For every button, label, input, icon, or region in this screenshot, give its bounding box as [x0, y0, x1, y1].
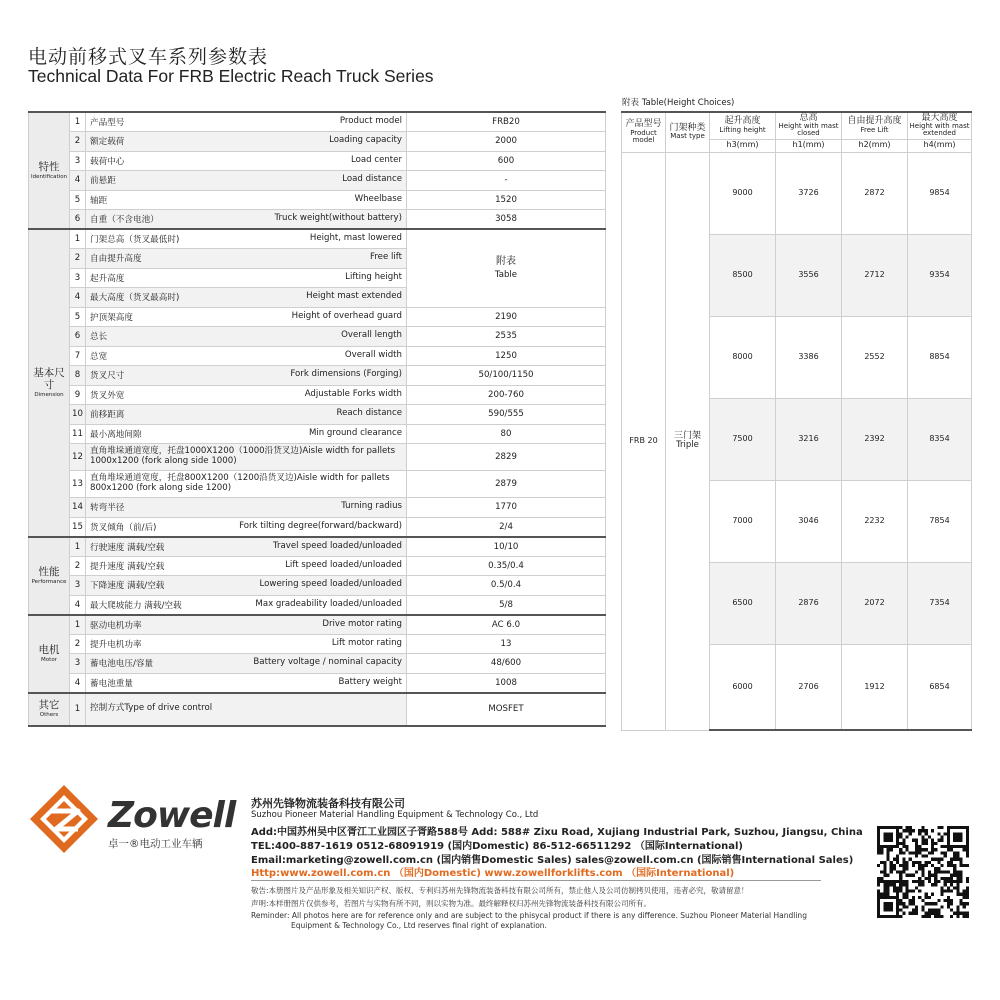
spec-label-en: Wheelbase	[354, 193, 402, 204]
spec-label-en: Fork tilting degree(forward/backward)	[239, 520, 402, 531]
spec-row-number: 3	[70, 654, 86, 674]
spec-label-en: Battery voltage / nominal capacity	[253, 657, 402, 668]
height-value-cell: 7354	[908, 562, 972, 644]
spec-row-number: 12	[70, 444, 86, 471]
spec-label-en: Lowering speed loaded/unloaded	[259, 579, 402, 590]
spec-row-label	[86, 615, 407, 635]
spec-label-cn: 载荷中心	[90, 156, 125, 167]
spec-label-en: Turning radius	[341, 501, 402, 512]
spec-row-label	[86, 112, 407, 132]
height-header-cell	[710, 112, 776, 139]
spec-label-en: Free lift	[370, 252, 402, 263]
spec-label-cn: 最大爬坡能力 满载/空载	[90, 600, 182, 611]
spec-row-value: 600	[407, 151, 606, 171]
spec-label-cn: 最小离地间隙	[90, 429, 142, 440]
spec-label-cn: 货叉尺寸	[90, 371, 125, 382]
spec-group-label-cn: 其它	[38, 699, 60, 712]
spec-row	[29, 366, 606, 386]
height-header-en: Lifting height	[719, 125, 766, 134]
spec-group-others	[29, 693, 70, 726]
spec-group-label-cn: 电机	[38, 643, 60, 656]
spec-row-value: 1770	[407, 498, 606, 518]
height-header-en: Product model	[630, 128, 657, 144]
reminder-line-2: Equipment & Technology Co., Ltd reserves final right of explanation.	[291, 921, 547, 930]
spec-row-number: 9	[70, 385, 86, 405]
height-choices-table	[621, 111, 972, 731]
spec-row-label	[86, 327, 407, 347]
spec-row-label	[86, 346, 407, 366]
height-header-cell	[842, 112, 908, 139]
spec-row-label	[86, 471, 407, 498]
spec-row-label	[86, 424, 407, 444]
spec-label-en: Travel speed loaded/unloaded	[273, 540, 402, 551]
spec-row-label	[86, 132, 407, 152]
spec-row-value: 2/4	[407, 517, 606, 537]
spec-row-number: 7	[70, 346, 86, 366]
spec-row-label	[86, 595, 407, 615]
height-value-cell: 2712	[842, 234, 908, 316]
height-value-cell: 2552	[842, 316, 908, 398]
spec-row-number: 2	[70, 132, 86, 152]
spec-row	[29, 634, 606, 654]
height-value-cell: 6854	[908, 644, 972, 730]
spec-row-number: 5	[70, 307, 86, 327]
spec-row-label	[86, 576, 407, 596]
spec-row	[29, 405, 606, 425]
spec-label-en: Product model	[339, 116, 402, 126]
spec-row-label	[86, 366, 407, 386]
spec-row-label	[86, 693, 407, 726]
height-value-cell: 8854	[908, 316, 972, 398]
spec-row-number: 11	[70, 424, 86, 444]
spec-row	[29, 112, 606, 132]
spec-row-number: 2	[70, 634, 86, 654]
height-unit-cell: h3(mm)	[710, 139, 776, 152]
height-header-en: Height with mast closed	[778, 122, 839, 138]
spec-label-cn: 门架总高（货叉最低时)	[90, 235, 180, 245]
table-ref-cn: 附表	[496, 256, 516, 268]
height-value-cell: 8500	[710, 234, 776, 316]
height-unit-cell: h2(mm)	[842, 139, 908, 152]
spec-label-en: Adjustable Forks width	[304, 388, 402, 399]
height-header-cn: 起升高度	[724, 116, 761, 127]
spec-row-number: 3	[70, 576, 86, 596]
spec-row-label	[86, 171, 407, 191]
spec-row-number: 2	[70, 249, 86, 269]
height-unit-cell: h4(mm)	[908, 139, 972, 152]
spec-label-cn: 控制方式	[90, 703, 125, 714]
company-website[interactable]: Http:www.zowell.com.cn （国内Domestic) www.zowellforklifts.com （国际International)	[251, 868, 735, 879]
height-value-cell: 2072	[842, 562, 908, 644]
spec-label-cn: 行驶速度 满载/空载	[90, 542, 165, 553]
height-header-cell	[776, 112, 842, 139]
spec-row-number: 10	[70, 405, 86, 425]
spec-row-label	[86, 151, 407, 171]
spec-row-number: 1	[70, 693, 86, 726]
height-value-cell: 9000	[710, 152, 776, 234]
spec-row-value: AC 6.0	[407, 615, 606, 635]
spec-label-en: Lifting height	[345, 271, 402, 282]
spec-row-value: 2879	[407, 471, 606, 498]
spec-row-label	[86, 537, 407, 557]
spec-row	[29, 346, 606, 366]
spec-label-cn: 总长	[90, 332, 108, 343]
reminder-line-1: Reminder: All photos here are for reference only and are subject to the phisycal product if there is any difference. Suzhou Pioneer Material Handling	[251, 911, 807, 920]
spec-row-value: 80	[407, 424, 606, 444]
spec-row-number: 1	[70, 229, 86, 249]
spec-label-cn: 护顶架高度	[90, 312, 133, 323]
spec-label-en: Aisle width for pallets 800x1200 (fork along side 1200)	[90, 473, 390, 493]
spec-row-value: 1520	[407, 190, 606, 210]
height-value-cell: 3556	[776, 234, 842, 316]
height-value-cell: 6500	[710, 562, 776, 644]
height-value-cell: 7000	[710, 480, 776, 562]
spec-label-en: Max gradeability loaded/unloaded	[255, 598, 402, 609]
spec-row-value: 10/10	[407, 537, 606, 557]
spec-row-label	[86, 229, 407, 249]
height-header-cell	[908, 112, 972, 139]
spec-row-label	[86, 673, 407, 693]
spec-row-value: 2535	[407, 327, 606, 347]
spec-label-en: Overall width	[344, 349, 402, 360]
height-header-cell	[622, 112, 666, 152]
spec-row-number: 2	[70, 556, 86, 576]
spec-label-cn: 自重（不含电池）	[90, 215, 159, 225]
spec-row-label	[86, 654, 407, 674]
spec-group-label-en: Identification	[31, 173, 68, 180]
spec-row	[29, 471, 606, 498]
spec-row	[29, 595, 606, 615]
spec-label-en: Load distance	[342, 174, 402, 185]
spec-row-number: 4	[70, 288, 86, 308]
spec-label-en: Min ground clearance	[308, 427, 402, 438]
spec-label-cn: 提升电机功率	[90, 639, 142, 650]
spec-row-number: 6	[70, 327, 86, 347]
spec-label-cn: 前悬距	[90, 176, 116, 187]
spec-row-value: 50/100/1150	[407, 366, 606, 386]
spec-row	[29, 498, 606, 518]
spec-group-perf	[29, 537, 70, 615]
brand-name: Zowell	[108, 795, 236, 836]
footer-divider	[251, 880, 821, 881]
spec-row-value: 2000	[407, 132, 606, 152]
height-model-cell: FRB 20	[622, 152, 666, 730]
spec-label-cn: 驱动电机功率	[90, 620, 142, 631]
mast-type-en: Triple	[676, 440, 699, 451]
height-value-cell: 1912	[842, 644, 908, 730]
notice-disclaimer: 声明:本样册图片仅供参考，若图片与实物有所不同，则以实物为准。最终解释权归苏州先锋物流装备科技有限公司所有。	[251, 899, 652, 908]
height-unit-cell: h1(mm)	[776, 139, 842, 152]
spec-label-cn: 货叉倾角（前/后)	[90, 522, 157, 533]
height-value-cell: 7500	[710, 398, 776, 480]
spec-label-cn: 直角堆垛通道宽度，托盘1000X1200（1000沿货叉边)	[90, 446, 303, 457]
spec-row-number: 13	[70, 471, 86, 498]
spec-label-cn: 蓄电池电压/容量	[90, 659, 154, 670]
height-data-row	[622, 152, 972, 234]
height-header-en: Mast type	[670, 132, 705, 141]
spec-label-en: Height, mast lowered	[309, 233, 402, 243]
spec-table-reference	[407, 229, 606, 307]
mast-type-cn: 三门架	[673, 430, 701, 441]
spec-label-cn: 自由提升高度	[90, 254, 142, 265]
spec-row-value: FRB20	[407, 112, 606, 132]
spec-label-cn: 轴距	[90, 195, 108, 206]
spec-label-cn: 直角堆垛通道宽度，托盘800X1200（1200沿货叉边)	[90, 473, 297, 484]
spec-label-cn: 下降速度 满载/空载	[90, 581, 165, 592]
height-value-cell: 9354	[908, 234, 972, 316]
spec-row-label	[86, 307, 407, 327]
spec-row-value: 48/600	[407, 654, 606, 674]
spec-row-number: 4	[70, 595, 86, 615]
page-title-en: Technical Data For FRB Electric Reach Truck Series	[28, 66, 434, 86]
spec-label-en: Height of overhead guard	[291, 310, 402, 321]
spec-group-label-en: Motor	[41, 656, 57, 663]
spec-row-value: 1250	[407, 346, 606, 366]
spec-label-en: Battery weight	[338, 676, 402, 687]
spec-label-en: Truck weight(without battery)	[274, 213, 402, 223]
spec-row-value: 13	[407, 634, 606, 654]
spec-row-label	[86, 634, 407, 654]
spec-label-cn: 货叉外宽	[90, 390, 125, 401]
spec-label-cn: 总宽	[90, 351, 108, 362]
spec-row-value: -	[407, 171, 606, 191]
spec-row-label	[86, 249, 407, 269]
spec-row	[29, 615, 606, 635]
spec-group-label-en: Others	[39, 712, 59, 718]
spec-label-en: Drive motor rating	[322, 618, 402, 629]
page-title-cn: 电动前移式叉车系列参数表	[28, 46, 269, 68]
spec-row	[29, 444, 606, 471]
notice-copyright: 敬告:本册图片及产品形象及相关知识产权、版权、专利归苏州先锋物流装备科技有限公司所有，禁止他人及公司仿制拷贝使用，违者必究，敬请留意！	[251, 886, 749, 895]
spec-row	[29, 151, 606, 171]
height-value-cell: 8354	[908, 398, 972, 480]
spec-row-number: 1	[70, 615, 86, 635]
spec-row-value: 2190	[407, 307, 606, 327]
spec-row-number: 4	[70, 673, 86, 693]
height-header-cn: 自由提升高度	[847, 116, 902, 127]
spec-label-cn: 转弯半径	[90, 503, 125, 514]
spec-row-number: 3	[70, 151, 86, 171]
spec-row-label	[86, 288, 407, 308]
spec-group-dim	[29, 229, 70, 537]
spec-row	[29, 673, 606, 693]
height-value-cell: 2392	[842, 398, 908, 480]
spec-row-number: 6	[70, 210, 86, 230]
spec-group-ident	[29, 112, 70, 229]
height-header-cn: 总高	[799, 112, 818, 123]
spec-row-number: 15	[70, 517, 86, 537]
spec-label-cn: 蓄电池重量	[90, 678, 133, 689]
spec-row-value: 0.5/0.4	[407, 576, 606, 596]
spec-row	[29, 576, 606, 596]
spec-row-number: 3	[70, 268, 86, 288]
spec-row-number: 5	[70, 190, 86, 210]
height-value-cell: 3726	[776, 152, 842, 234]
spec-row-value: MOSFET	[407, 693, 606, 726]
spec-row-label	[86, 498, 407, 518]
spec-row-label	[86, 190, 407, 210]
table-ref-en: Table	[494, 270, 518, 281]
spec-row-value: 2829	[407, 444, 606, 471]
spec-row-value: 1008	[407, 673, 606, 693]
height-value-cell: 2706	[776, 644, 842, 730]
spec-group-label-en: Dimension	[34, 392, 64, 399]
spec-row-label	[86, 444, 407, 471]
height-value-cell: 3046	[776, 480, 842, 562]
spec-label-en: Lift speed loaded/unloaded	[285, 559, 402, 570]
height-value-cell: 8000	[710, 316, 776, 398]
spec-row	[29, 556, 606, 576]
company-name-cn: 苏州先锋物流装备科技有限公司	[251, 797, 405, 810]
spec-label-en: Loading capacity	[329, 135, 402, 146]
height-value-cell: 2876	[776, 562, 842, 644]
spec-label-cn: 前移距离	[90, 410, 125, 421]
spec-row-value: 5/8	[407, 595, 606, 615]
spec-row	[29, 229, 606, 249]
height-header-cell	[666, 112, 710, 152]
height-value-cell: 7854	[908, 480, 972, 562]
spec-row-number: 8	[70, 366, 86, 386]
spec-group-label-cn: 基本尺寸	[33, 366, 65, 392]
spec-label-en: Reach distance	[336, 408, 402, 419]
spec-table	[28, 111, 606, 727]
spec-label-en: Overall length	[341, 330, 402, 341]
spec-row-number: 14	[70, 498, 86, 518]
height-value-cell: 2232	[842, 480, 908, 562]
spec-row	[29, 537, 606, 557]
spec-row-label	[86, 556, 407, 576]
height-value-cell: 3386	[776, 316, 842, 398]
spec-row	[29, 693, 606, 726]
spec-group-motor	[29, 615, 70, 693]
spec-row	[29, 327, 606, 347]
spec-row-label	[86, 385, 407, 405]
spec-row	[29, 171, 606, 191]
spec-row	[29, 190, 606, 210]
height-mast-cell	[666, 152, 710, 730]
spec-label-cn: 提升速度 满载/空载	[90, 561, 165, 572]
spec-row	[29, 132, 606, 152]
spec-row-number: 1	[70, 537, 86, 557]
spec-label-en: Load center	[351, 154, 402, 165]
spec-row-value: 3058	[407, 210, 606, 230]
company-name-en: Suzhou Pioneer Material Handling Equipment & Technology Co., Ltd	[251, 810, 539, 820]
spec-label-cn: 起升高度	[90, 273, 125, 284]
spec-row-value: 590/555	[407, 405, 606, 425]
spec-row-label	[86, 517, 407, 537]
zowell-logo-icon	[28, 783, 100, 855]
spec-row	[29, 654, 606, 674]
height-value-cell: 9854	[908, 152, 972, 234]
spec-label-en: Fork dimensions (Forging)	[290, 369, 402, 380]
height-value-cell: 2872	[842, 152, 908, 234]
spec-row-label	[86, 268, 407, 288]
spec-row-value: 0.35/0.4	[407, 556, 606, 576]
spec-label-en: Height mast extended	[306, 291, 402, 302]
height-header-cn: 产品型号	[625, 119, 662, 130]
height-header-row	[622, 112, 972, 139]
spec-row-number: 4	[70, 171, 86, 191]
height-table-caption: 附表 Table(Height Choices)	[622, 98, 735, 108]
spec-group-label-en: Performance	[31, 578, 67, 585]
spec-row-label	[86, 210, 407, 230]
spec-row	[29, 385, 606, 405]
spec-group-label-cn: 特性	[38, 160, 60, 173]
company-address: Add:中国苏州吴中区胥江工业园区子胥路588号 Add: 588# Zixu Road, Xujiang Industrial Park, Suzhou, Jiangsu, China	[251, 827, 863, 838]
company-email: Email:marketing@zowell.com.cn (国内销售Domestic Sales) sales@zowell.com.cn (国际销售International Sales)	[251, 855, 854, 866]
height-header-en: Height with mast extended	[909, 122, 970, 138]
spec-label-cn: 产品型号	[90, 118, 125, 128]
company-tel: TEL:400-887-1619 0512-68091919 (国内Domestic) 86-512-66511292 （国际International)	[251, 841, 743, 852]
spec-label-en: Lift motor rating	[331, 637, 402, 648]
spec-row	[29, 517, 606, 537]
spec-row	[29, 424, 606, 444]
spec-row	[29, 307, 606, 327]
spec-row-label	[86, 405, 407, 425]
brand-slogan: 卓一®电动工业车辆	[108, 838, 203, 850]
spec-label-cn: 额定载荷	[90, 137, 125, 148]
spec-label-en: Type of drive control	[124, 703, 213, 714]
height-value-cell: 6000	[710, 644, 776, 730]
spec-row	[29, 210, 606, 230]
height-header-cn: 最大高度	[921, 112, 958, 123]
qr-code-icon[interactable]	[877, 826, 969, 918]
height-value-cell: 3216	[776, 398, 842, 480]
spec-label-en: Aisle width for pallets 1000x1200 (fork along side 1000)	[90, 446, 396, 466]
spec-label-cn: 最大高度（货叉最高时)	[90, 293, 180, 304]
spec-group-label-cn: 性能	[38, 565, 60, 578]
height-header-cn: 门架种类	[669, 122, 706, 133]
spec-row-number: 1	[70, 112, 86, 132]
spec-row-value: 200-760	[407, 385, 606, 405]
height-header-en: Free Lift	[860, 125, 889, 134]
